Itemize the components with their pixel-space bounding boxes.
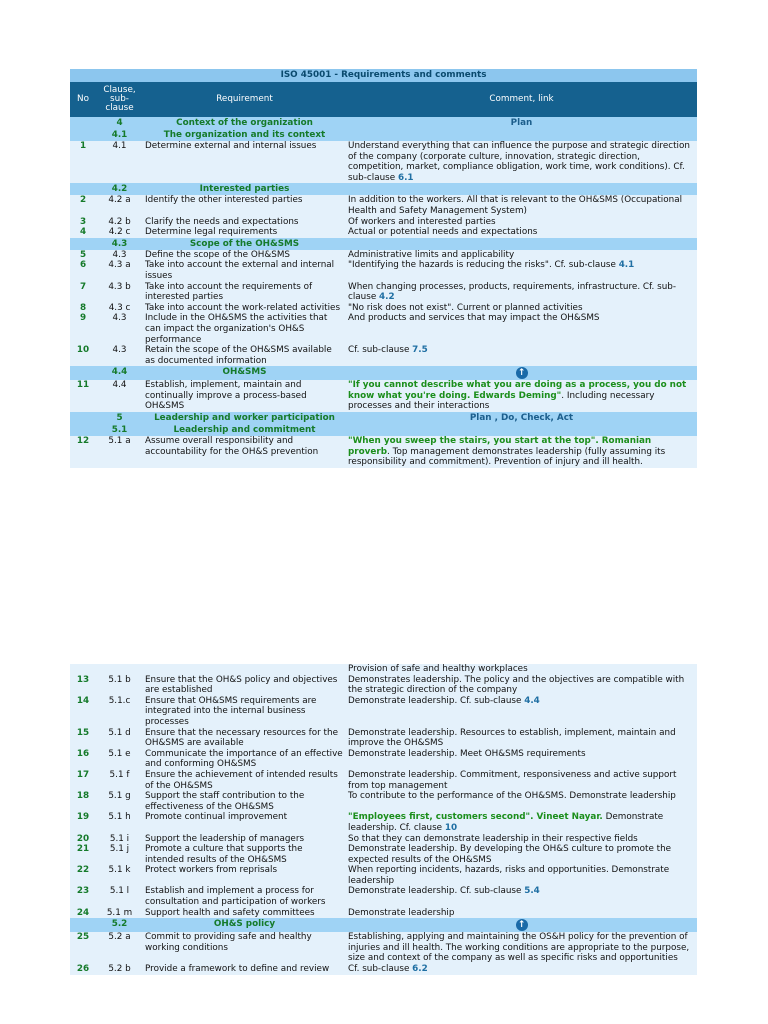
row-clause: 4.3 [96,345,143,366]
row-number: 26 [70,964,96,975]
section-number: 4.4 [96,366,143,380]
row-number: 7 [70,282,96,303]
row-clause: 5.1 h [96,812,143,833]
table-row [70,313,697,345]
comment-text: Demonstrate leadership. Cf. clause [348,812,664,833]
row-clause: 5.1 f [96,770,143,791]
row-clause: 5.1 e [96,749,143,770]
row-comment: Demonstrates leadership. The policy and the objectives are compatible with the strategic direction of the company [346,675,697,696]
comment-text: "Identifying the hazards is reducing the risks". Cf. sub-clause [348,260,619,271]
section-row [70,918,697,932]
row-comment: Demonstrate leadership. Meet OH&SMS requirements [346,749,697,770]
row-number: 14 [70,696,96,728]
row-number: 20 [70,834,96,845]
table-row [70,749,697,770]
row-clause: 5.1 l [96,886,143,907]
row-requirement: Support health and safety committees [143,908,346,919]
row-number: 13 [70,675,96,696]
row-requirement: Determine legal requirements [143,227,346,238]
table-row [70,217,697,228]
table-row [70,436,697,468]
table-row [70,886,697,907]
row-requirement: Commit to providing safe and healthy working conditions [143,932,346,964]
section-title: OH&S policy [143,918,346,932]
section-number: 5.2 [96,918,143,932]
section-row [70,424,697,436]
clause-link[interactable]: 4.4 [524,695,540,706]
row-requirement: Communicate the importance of an effective and conforming OH&SMS [143,749,346,770]
row-number: 3 [70,217,96,228]
row-number: 2 [70,195,96,216]
row-clause: 4.3 b [96,282,143,303]
row-number: 17 [70,770,96,791]
table-row [70,195,697,216]
row-clause: 4.3 a [96,260,143,281]
row-requirement: Protect workers from reprisals [143,865,346,886]
row-number: 11 [70,380,96,412]
row-requirement: Support the staff contribution to the effectiveness of the OH&SMS [143,791,346,812]
row-requirement: Determine external and internal issues [143,141,346,183]
section-number: 5.1 [96,424,143,436]
row-requirement: Ensure the achievement of intended results of the OH&SMS [143,770,346,791]
row-number: 8 [70,303,96,314]
row-comment [346,964,697,975]
table-row [70,932,697,964]
row-number: 5 [70,250,96,261]
section-row [70,183,697,195]
row-number: 10 [70,345,96,366]
section-row [70,238,697,250]
row-comment: Demonstrate leadership. Resources to establish, implement, maintain and improve the OH&SMS [346,728,697,749]
table-row [70,908,697,919]
comment-text: . Top management demonstrates leadership (fully assuming its responsibility and commitment). Prevention of injury and ill health. [348,446,666,468]
row-requirement: Promote a culture that supports the intended results of the OH&SMS [143,844,346,865]
section-comment: Plan , Do, Check, Act [346,412,697,424]
row-comment: Demonstrate leadership [346,908,697,919]
clause-link[interactable]: 10 [444,822,458,833]
row-clause: 4.2 a [96,195,143,216]
row-requirement: Retain the scope of the OH&SMS available as documented information [143,345,346,366]
header-clause: Clause, sub- clause [96,82,143,117]
header-requirement: Requirement [143,82,346,117]
row-comment [346,380,697,412]
row-requirement: Support the leadership of managers [143,834,346,845]
section-comment: Plan [346,117,697,129]
row-clause: 5.1 m [96,908,143,919]
row-comment: When reporting incidents, hazards, risks and opportunities. Demonstrate leadership [346,865,697,886]
row-requirement: Assume overall responsibility and accountability for the OH&S prevention [143,436,346,468]
row-comment [346,345,697,366]
document-page-2 [70,664,697,975]
row-number: 4 [70,227,96,238]
table-row [70,345,697,366]
table-row [70,834,697,845]
section-title: Context of the organization [143,117,346,129]
row-requirement: Identify the other interested parties [143,195,346,216]
row-clause: 5.1 i [96,834,143,845]
table-row [70,380,697,412]
row-clause: 4.4 [96,380,143,412]
quote-text: "If you cannot describe what you are doing as a process, you do not know what you're doing. Edwards Deming" [348,380,687,401]
row-comment: Actual or potential needs and expectations [346,227,697,238]
table-row [70,141,697,183]
row-clause: 4.3 [96,250,143,261]
row-number: 16 [70,749,96,770]
row-requirement: Promote continual improvement [143,812,346,833]
section-number: 4.1 [96,129,143,141]
section-number: 4.2 [96,183,143,195]
row-requirement: Take into account the external and internal issues [143,260,346,281]
table-title: ISO 45001 - Requirements and comments [70,69,697,82]
row-number: 1 [70,141,96,183]
comment-text: When changing processes, products, requirements, infrastructure. Cf. sub-clause [348,281,677,303]
comment-text: Cf. sub-clause [348,345,413,356]
row-clause: 4.3 c [96,303,143,314]
row-clause: 4.1 [96,141,143,183]
table-row [70,844,697,865]
row-number: 18 [70,791,96,812]
row-requirement: Ensure that the necessary resources for the OH&SMS are available [143,728,346,749]
section-row [70,366,697,380]
row-comment: Administrative limits and applicability [346,250,697,261]
header-no: No [70,82,96,117]
row-comment: "No risk does not exist". Current or planned activities [346,303,697,314]
row-number: 22 [70,865,96,886]
row-number: 21 [70,844,96,865]
row-comment: Provision of safe and healthy workplaces [346,664,697,675]
row-clause: 5.1 k [96,865,143,886]
comment-text: Cf. sub-clause [348,964,413,975]
table-row [70,770,697,791]
row-requirement: Establish and implement a process for consultation and participation of workers [143,886,346,907]
row-clause: 5.1.c [96,696,143,728]
quote-text: "When you sweep the stairs, you start at the top". Romanian proverb [348,436,652,457]
comment-text: Understand everything that can influence the purpose and strategic direction of the company (corporate culture, innovation, strategic direction, competition, market, compliance obligation, work time, work conditions). Cf. sub-clause [348,141,690,183]
row-number: 9 [70,313,96,345]
row-comment [346,282,697,303]
document-page-1 [70,69,697,468]
row-number: 19 [70,812,96,833]
table-row [70,303,697,314]
row-clause: 5.1 b [96,675,143,696]
row-requirement: Establish, implement, maintain and continually improve a process-based OH&SMS [143,380,346,412]
row-comment [346,696,697,728]
row-clause: 5.1 j [96,844,143,865]
comment-text: Demonstrate leadership. Cf. sub-clause [348,695,525,706]
section-title: Leadership and commitment [143,424,346,436]
table-row [70,964,697,975]
row-number: 6 [70,260,96,281]
row-comment: To contribute to the performance of the OH&SMS. Demonstrate leadership [346,791,697,812]
comment-text: . Including necessary processes and their interactions [348,390,655,412]
row-comment [346,886,697,907]
comment-text: Demonstrate leadership. Cf. sub-clause [348,886,525,897]
table-row [70,791,697,812]
clause-link[interactable]: 4.2 [379,292,395,303]
table-row [70,250,697,261]
section-title: OH&SMS [143,366,346,380]
row-clause: 4.2 c [96,227,143,238]
table-row [70,282,697,303]
table-row [70,260,697,281]
row-clause: 4.2 b [96,217,143,228]
row-comment: Demonstrate leadership. By developing the OH&S culture to promote the expected results of the OH&SMS [346,844,697,865]
row-comment: Demonstrate leadership. Commitment, responsiveness and active support from top management [346,770,697,791]
row-comment [346,436,697,468]
table-row [70,812,697,833]
section-title: Leadership and worker participation [143,412,346,424]
clause-link[interactable]: 6.2 [412,964,428,975]
section-row [70,129,697,141]
row-comment: Establishing, applying and maintaining the OS&H policy for the prevention of injuries and ill health. The working conditions are appropriate to the purpose, size and context of the company as well as specific risks and opportunities [346,932,697,964]
clause-link[interactable]: 7.5 [412,345,428,356]
row-comment: And products and services that may impact the OH&SMS [346,313,697,345]
table-row [70,664,697,675]
section-number: 4.3 [96,238,143,250]
row-comment: In addition to the workers. All that is relevant to the OH&SMS (Occupational Health and Safety Management System) [346,195,697,216]
row-clause: 5.2 b [96,964,143,975]
row-requirement: Take into account the work-related activities [143,303,346,314]
row-requirement: Provide a framework to define and review [143,964,346,975]
clause-link[interactable]: 4.1 [618,260,635,271]
row-requirement: Include in the OH&SMS the activities that can impact the organization's OH&S performance [143,313,346,345]
row-clause: 5.2 a [96,932,143,964]
row-requirement: Take into account the requirements of interested parties [143,282,346,303]
table-row [70,227,697,238]
section-title: Scope of the OH&SMS [143,238,346,250]
row-number: 12 [70,436,96,468]
row-clause: 5.1 g [96,791,143,812]
row-requirement: Clarify the needs and expectations [143,217,346,228]
row-comment: So that they can demonstrate leadership in their respective fields [346,834,697,845]
row-comment [346,260,697,281]
row-requirement: Define the scope of the OH&SMS [143,250,346,261]
row-number: 24 [70,908,96,919]
requirements-table-continued [70,664,697,975]
clause-link[interactable]: 6.1 [397,172,414,183]
row-number: 25 [70,932,96,964]
quote-text: "Employees first, customers second". Vineet Nayar. [348,812,603,823]
table-row [70,675,697,696]
row-clause: 5.1 a [96,436,143,468]
table-row [70,865,697,886]
row-clause: 5.1 d [96,728,143,749]
section-number: 5 [96,412,143,424]
row-clause: 4.3 [96,313,143,345]
clause-link[interactable]: 5.4 [524,886,540,897]
row-number: 23 [70,886,96,907]
back-to-top-icon[interactable]: ↑ [516,919,528,931]
row-comment [346,812,697,833]
row-requirement: Ensure that OH&SMS requirements are integrated into the internal business processes [143,696,346,728]
row-requirement: Ensure that the OH&S policy and objectives are established [143,675,346,696]
row-comment: Of workers and interested parties [346,217,697,228]
section-title: Interested parties [143,183,346,195]
section-row [70,117,697,129]
table-row [70,728,697,749]
section-title: The organization and its context [143,129,346,141]
header-comment: Comment, link [346,82,697,117]
section-row [70,412,697,424]
back-to-top-icon[interactable]: ↑ [516,367,528,379]
table-row [70,696,697,728]
row-comment [346,141,697,183]
requirements-table [70,69,697,468]
section-number: 4 [96,117,143,129]
row-number: 15 [70,728,96,749]
